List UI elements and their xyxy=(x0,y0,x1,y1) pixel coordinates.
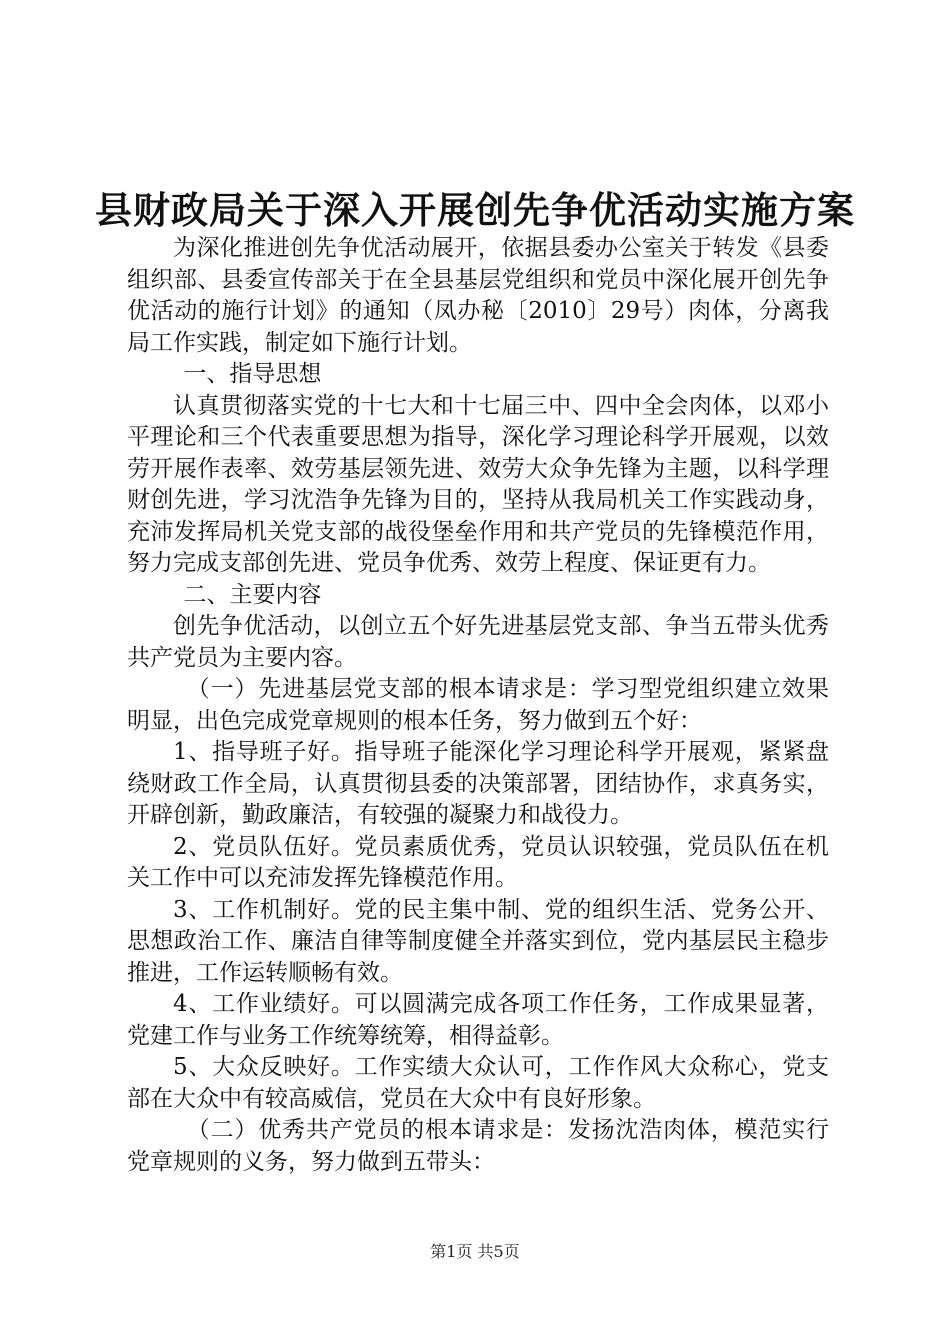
list-item-mechanism: 3、工作机制好。党的民主集中制、党的组织生活、党务公开、思想政治工作、廉洁自律等制度健全并落实到位，党内基层民主稳步推进，工作运转顺畅有效。 xyxy=(127,896,829,986)
paragraph-intro: 为深化推进创先争优活动展开，依据县委办公室关于转发《县委组织部、县委宣传部关于在全县基层党组织和党员中深化展开创先争优活动的施行计划》的通知（凤办秘〔2010〕29号）肉体，分离我局工作实践，制定如下施行计划。 xyxy=(127,235,829,356)
list-item-leadership: 1、指导班子好。指导班子能深化学习理论科学开展观，紧紧盘绕财政工作全局，认真贯彻县委的决策部署，团结协作，求真务实，开辟创新，勤政廉洁，有较强的凝聚力和战役力。 xyxy=(127,739,829,828)
list-item-team: 2、党员队伍好。党员素质优秀，党员认识较强，党员队伍在机关工作中可以充沛发挥先锋模范作用。 xyxy=(127,833,829,891)
section-heading-2: 二、主要内容 xyxy=(183,581,322,608)
document-body xyxy=(127,233,829,1178)
list-item-feedback: 5、大众反映好。工作实绩大众认可，工作作风大众称心，党支部在大众中有较高威信，党员在大众中有良好形象。 xyxy=(127,1054,829,1112)
section-heading-1: 一、指导思想 xyxy=(183,361,322,387)
subsection-heading-1: （一）先进基层党支部的根本请求是：学习型党组织建立效果明显，出色完成党章规则的根本任务，努力做到五个好： xyxy=(127,676,829,734)
list-item-performance: 4、工作业绩好。可以圆满完成各项工作任务，工作成果显著，党建工作与业务工作统筹统筹，相得益彰。 xyxy=(127,991,829,1049)
paragraph-main-content: 创先争优活动，以创立五个好先进基层党支部、争当五带头优秀共产党员为主要内容。 xyxy=(127,613,829,671)
subsection-heading-2: （二）优秀共产党员的根本请求是：发扬沈浩肉体，模范实行党章规则的义务，努力做到五带头： xyxy=(127,1117,829,1175)
paragraph-guiding-ideology: 认真贯彻落实党的十七大和十七届三中、四中全会肉体，以邓小平理论和三个代表重要思想为指导，深化学习理论科学开展观，以效劳开展作表率、效劳基层领先进、效劳大众争先锋为主题，以科学理财创先进，学习沈浩争先锋为目的，坚持从我局机关工作实践动身，充沛发挥局机关党支部的战役堡垒作用和共产党员的先锋模范作用，努力完成支部创先进、党员争优秀、效劳上程度、保证更有力。 xyxy=(127,392,829,576)
page-title: 县财政局关于深入开展创先争优活动实施方案 xyxy=(95,188,855,232)
page-number-footer: 第1页 共5页 xyxy=(430,1242,520,1261)
